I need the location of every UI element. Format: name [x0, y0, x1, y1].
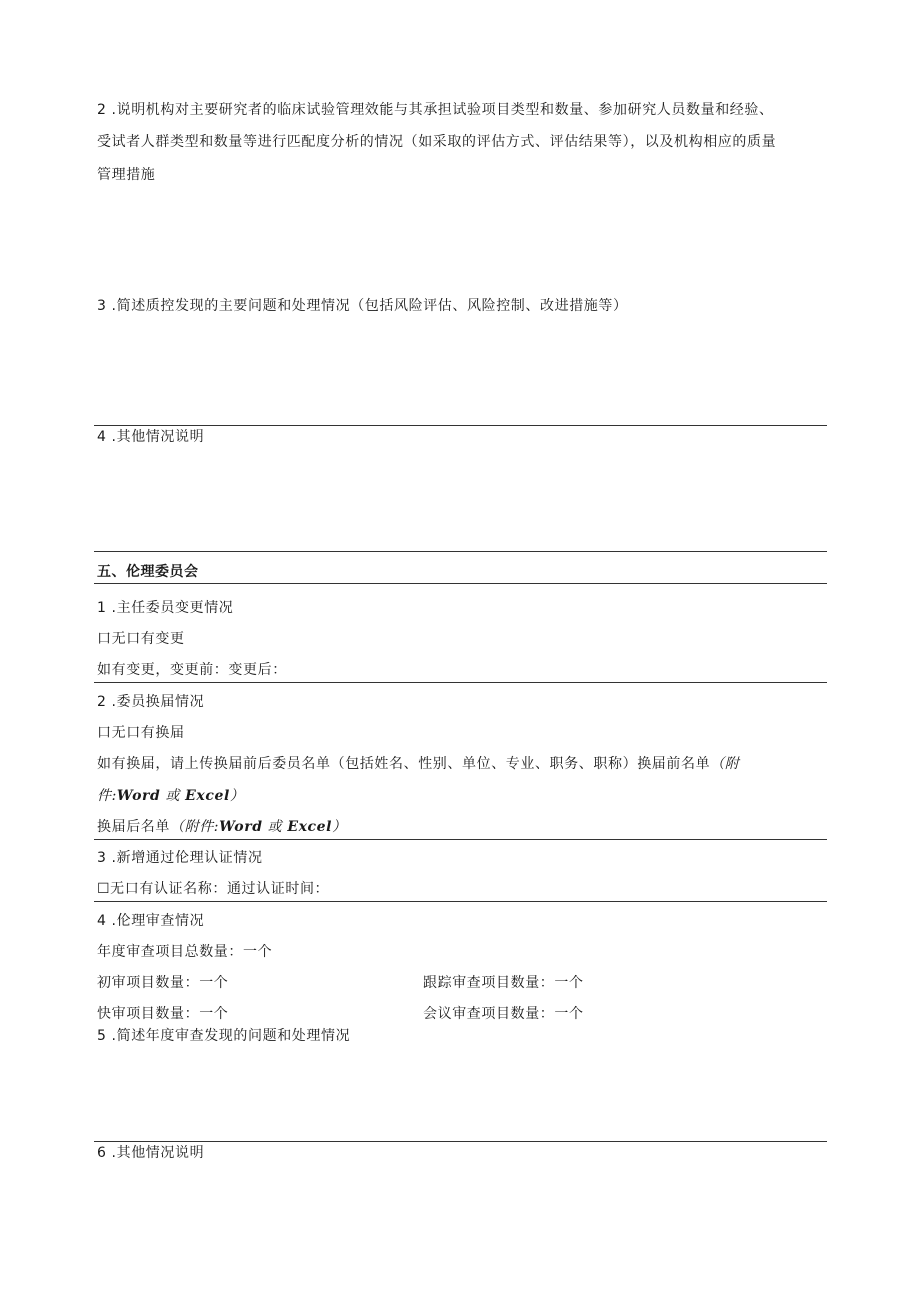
q2-detail [97, 755, 739, 773]
q3-title: 3 .新增通过伦理认证情况 [97, 850, 263, 866]
q2-title: 2 .委员换届情况 [97, 694, 205, 710]
section4-item2-line1: 2 .说明机构对主要研究者的临床试验管理效能与其承担试验项目类型和数量、参加研究人员数量和经验、 [97, 102, 774, 118]
q5-title: 5 .简述年度审查发现的问题和处理情况 [97, 1028, 351, 1044]
word-format: Word [116, 788, 161, 804]
q4-title: 4 .伦理审查情况 [97, 913, 205, 929]
or-text: 或 [262, 819, 288, 835]
divider [94, 551, 827, 552]
paren-close: ） [332, 819, 347, 835]
q4-fast[interactable]: 快审项目数量：一个 [97, 1006, 229, 1022]
attachment-label: 件: [97, 788, 117, 804]
q2-options[interactable]: 口无口有换届 [97, 725, 185, 741]
section4-item2-line3: 管理措施 [97, 167, 156, 183]
divider [94, 1141, 827, 1142]
q1-detail: 如有变更，变更前：变更后： [97, 662, 287, 678]
q2-detail-text: 如有换届，请上传换届前后委员名单（包括姓名、性别、单位、专业、职务、职称）换届前名单 [97, 756, 711, 772]
divider [94, 839, 827, 840]
q2-attachment-before[interactable] [97, 787, 245, 805]
section4-item2-line2: 受试者人群类型和数量等进行匹配度分析的情况（如采取的评估方式、评估结果等），以及机构相应的质量 [97, 134, 777, 150]
attachment-note: （附 [710, 756, 740, 772]
word-format: Word [219, 819, 263, 835]
q2-attachment-after[interactable] [97, 818, 347, 836]
or-text: 或 [160, 788, 186, 804]
q4-tracking[interactable]: 跟踪审查项目数量：一个 [423, 975, 584, 991]
q1-title: 1 .主任委员变更情况 [97, 600, 234, 616]
q4-initial[interactable]: 初审项目数量：一个 [97, 975, 229, 991]
divider [94, 901, 827, 902]
q3-options[interactable]: ☐无口有认证名称：通过认证时间： [97, 881, 330, 897]
divider [94, 682, 827, 683]
section5-heading: 五、伦理委员会 [97, 564, 199, 580]
q1-options[interactable]: 口无口有变更 [97, 631, 185, 647]
section4-item4: 4 .其他情况说明 [97, 429, 205, 445]
q6-title: 6 .其他情况说明 [97, 1145, 205, 1161]
q4-meeting[interactable]: 会议审查项目数量：一个 [423, 1006, 584, 1022]
excel-format: Excel [287, 819, 333, 835]
divider [94, 583, 827, 584]
excel-format: Excel [185, 788, 230, 804]
paren-close: ） [229, 788, 245, 804]
attachment-label: （附件: [170, 819, 220, 835]
after-list-label: 换届后名单 [97, 819, 170, 835]
section4-item3: 3 .简述质控发现的主要问题和处理情况（包括风险评估、风险控制、改进措施等） [97, 298, 628, 314]
divider [94, 425, 827, 426]
q4-total[interactable]: 年度审查项目总数量：一个 [97, 944, 273, 960]
